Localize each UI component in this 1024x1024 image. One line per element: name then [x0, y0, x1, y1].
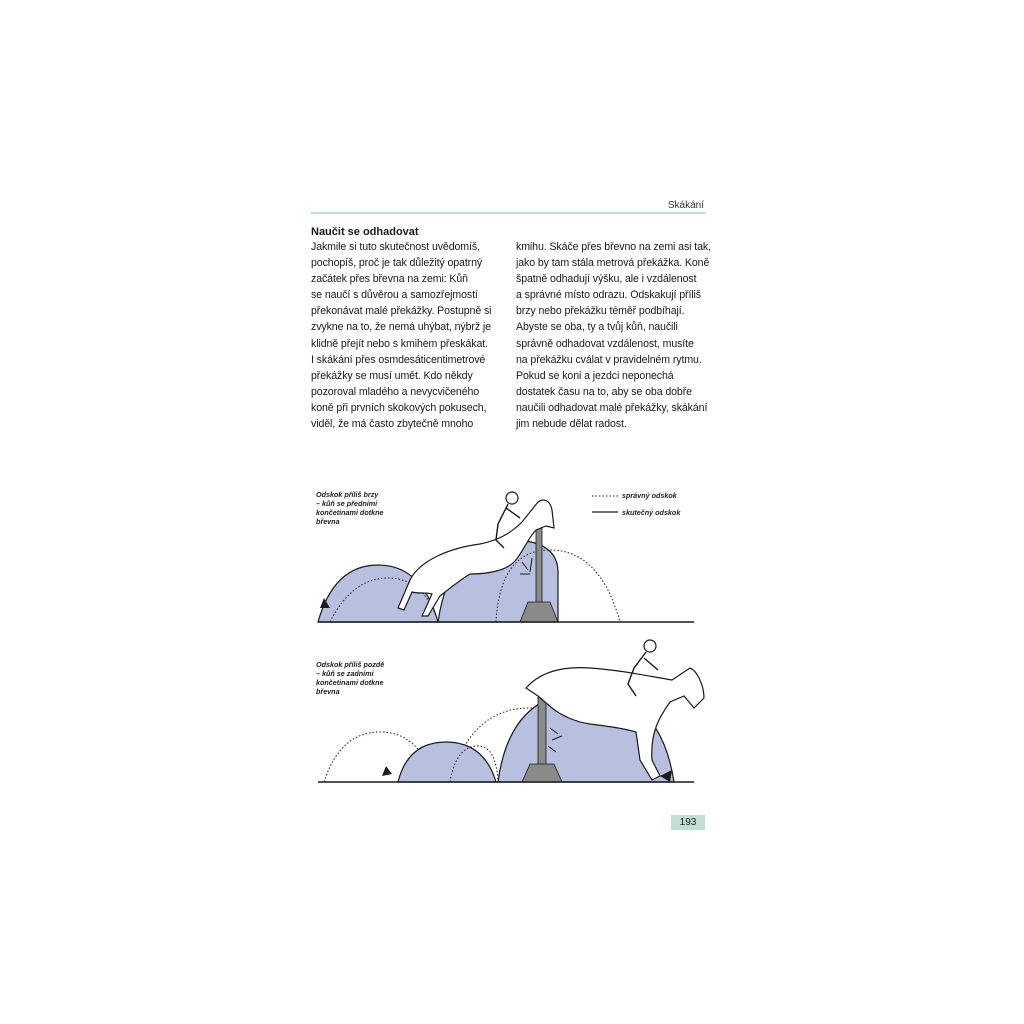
text-line: zvykne na to, že nemá uhýbat, nýbrž je [311, 321, 491, 334]
caption-too-late: Odskok příliš pozdě – kůň se zadními končetinami dotkne břevna [316, 660, 385, 696]
text-line: Abyste se oba, ty a tvůj kůň, naučili [516, 321, 678, 334]
text-line: Jakmile si tuto skutečnost uvědomíš, [311, 241, 480, 253]
text-line: klidně přejít nebo s kmihem přeskákat. [311, 337, 488, 350]
text-line: se naučí s důvěrou a samozřejmostí [311, 289, 478, 302]
text-line: I skákání přes osmdesáticentimetrové [311, 353, 486, 366]
text-line: překonávat malé překážky. Postupně si [311, 305, 492, 318]
legend-dotted-label: správný odskok [622, 491, 677, 500]
caption-too-early: Odskok příliš brzy – kůň se předními končetinami dotkne břevna [316, 490, 384, 526]
text-line: jako by tam stála metrová překážka. Koně [516, 257, 710, 270]
text-line: brzy nebo překážku téměř podbíhají. [516, 305, 685, 318]
text-line: viděl, že má často zbytečně mnoho [311, 418, 474, 431]
text-column-right [516, 239, 711, 432]
text-line: špatně odhadují výšku, ale i vzdálenost [516, 273, 697, 286]
text-line: naučili odhadovat malé překážky, skákání [516, 401, 708, 414]
text-line: a správné místo odrazu. Odskakují příliš [516, 289, 702, 302]
text-line: jim nebude dělat radost. [516, 418, 627, 431]
text-line: Pokud se koni a jezdci neponechá [516, 369, 674, 382]
jump-illustration [300, 470, 720, 800]
text-line: začátek přes břevna na zemi: Kůň [311, 273, 468, 286]
rider-head [506, 492, 518, 504]
text-line: pochopíš, proč je tak důležitý opatrný [311, 257, 483, 270]
legend-solid-label: skutečný odskok [622, 508, 681, 517]
section-title: Naučit se odhadovat [311, 226, 419, 238]
rider-head [644, 640, 656, 652]
text-line: překážky se musí umět. Kdo někdy [311, 369, 473, 382]
text-line: správně odhadovat vzdálenost, musíte [516, 337, 694, 350]
text-line: dostatek času na to, aby se oba dobře [516, 385, 692, 398]
page-number: 193 [671, 815, 705, 830]
text-line: na překážku cválat v pravidelném rytmu. [516, 353, 702, 366]
text-line: pozoroval mladého a nevycvičeného [311, 385, 480, 398]
header-rule [311, 212, 706, 214]
text-line: kmihu. Skáče přes břevno na zemi asi tak, [516, 241, 711, 253]
direction-arrow [382, 766, 392, 776]
actual-arc [398, 742, 496, 782]
running-head: Skákání [667, 200, 704, 211]
text-line: koně při prvních skokových pokusech, [311, 401, 487, 414]
text-column-left [311, 239, 497, 432]
